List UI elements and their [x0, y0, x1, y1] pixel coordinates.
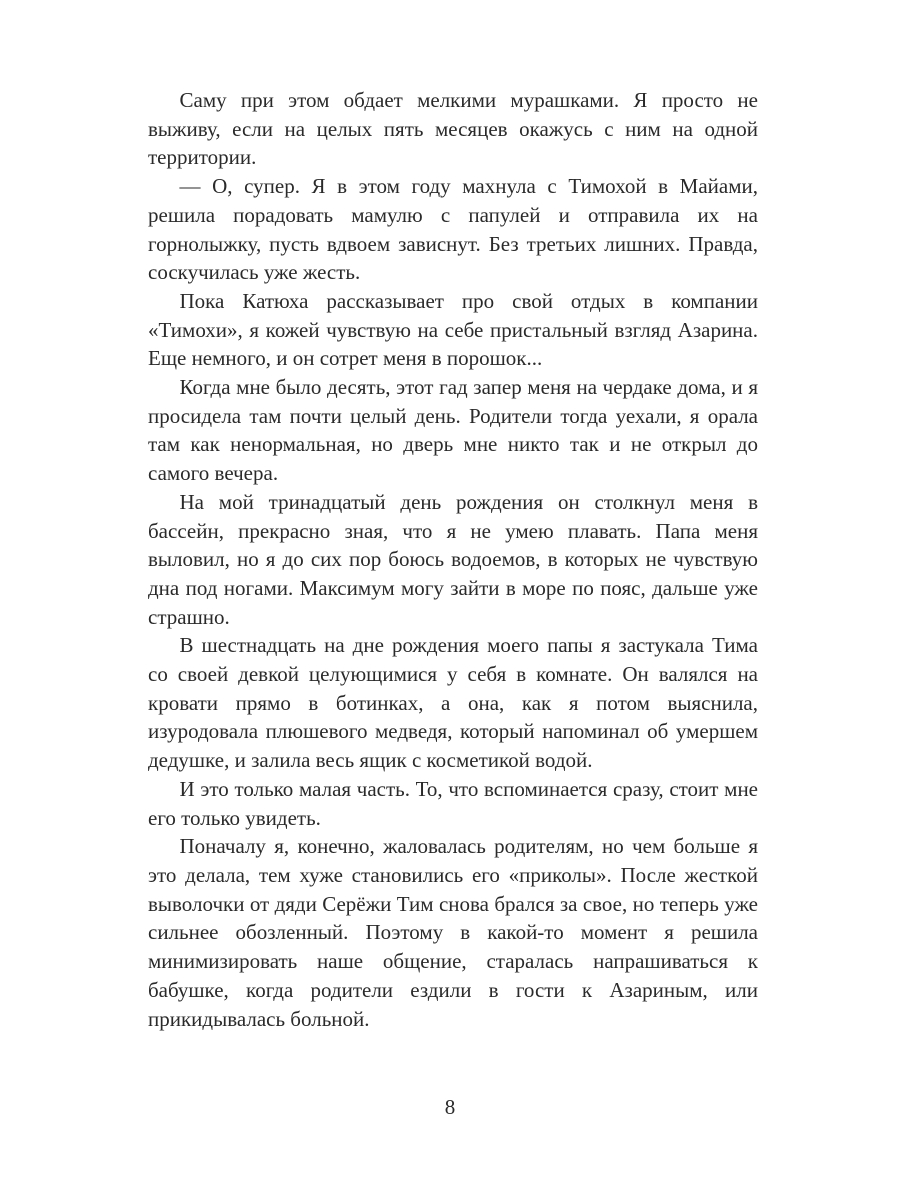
paragraph-4-text: Когда мне было десять, этот гад запер меня на чердаке дома, и я просидела там почти целый день. Родители тогда уехали, я орала там как ненормальная, но дверь мне никто так и не открыл до самого вечера.	[148, 375, 758, 486]
paragraph-3	[148, 287, 758, 373]
paragraph-7-text: И это только малая часть. То, что вспоминается сразу, стоит мне его только увидеть.	[148, 776, 758, 830]
paragraph-6	[148, 631, 758, 775]
paragraph-1-text: Саму при этом обдает мелкими мурашками. Я просто не выживу, если на целых пять месяцев окажусь с ним на одной территории.	[148, 88, 758, 170]
paragraph-8-text: Поначалу я, конечно, жаловалась родителям, но чем больше я это делала, тем хуже становились его «приколы». После жесткой выволочки от дяди Серёжи Тим снова брался за свое, но теперь уже сильнее обозленный. Поэтому в какой-то момент я решила минимизировать наше общение, старалась напрашиваться к бабушке, когда родители ездили в гости к Азариным, или прикидывалась больной.	[148, 834, 758, 1031]
paragraph-7	[148, 775, 758, 832]
paragraph-5-text: На мой тринадцатый день рождения он столкнул меня в бассейн, прекрасно зная, что я не умею плавать. Папа меня выловил, но я до сих пор боюсь водоемов, в которых не чувствую дна под ногами. Максимум могу зайти в море по пояс, дальше уже страшно.	[148, 489, 758, 629]
paragraph-5	[148, 488, 758, 632]
paragraph-3-text: Пока Катюха рассказывает про свой отдых в компании «Тимохи», я кожей чувствую на себе пристальный взгляд Азарина. Еще немного, и он сотрет меня в порошок...	[148, 288, 758, 371]
paragraph-6-text: В шестнадцать на дне рождения моего папы я застукала Тима со своей девкой целующимися у себя в комнате. Он валялся на кровати прямо в ботинках, а она, как я потом выяснила, изуродовала плюшевого медведя, который напоминал об умершем дедушке, и залила весь ящик с косметикой водой.	[148, 633, 758, 773]
paragraph-1	[148, 86, 758, 172]
paragraph-8	[148, 832, 758, 1033]
page-number: 8	[444, 1095, 456, 1119]
paragraph-2	[148, 172, 758, 287]
paragraph-2-text: — О, супер. Я в этом году махнула с Тимохой в Майами, решила порадовать мамулю с папулей и отправила их на горнолыжку, пусть вдвоем зависнут. Без третьих лишних. Правда, соскучилась уже жесть.	[148, 174, 758, 285]
paragraph-4	[148, 373, 758, 488]
body-text	[148, 86, 758, 1033]
